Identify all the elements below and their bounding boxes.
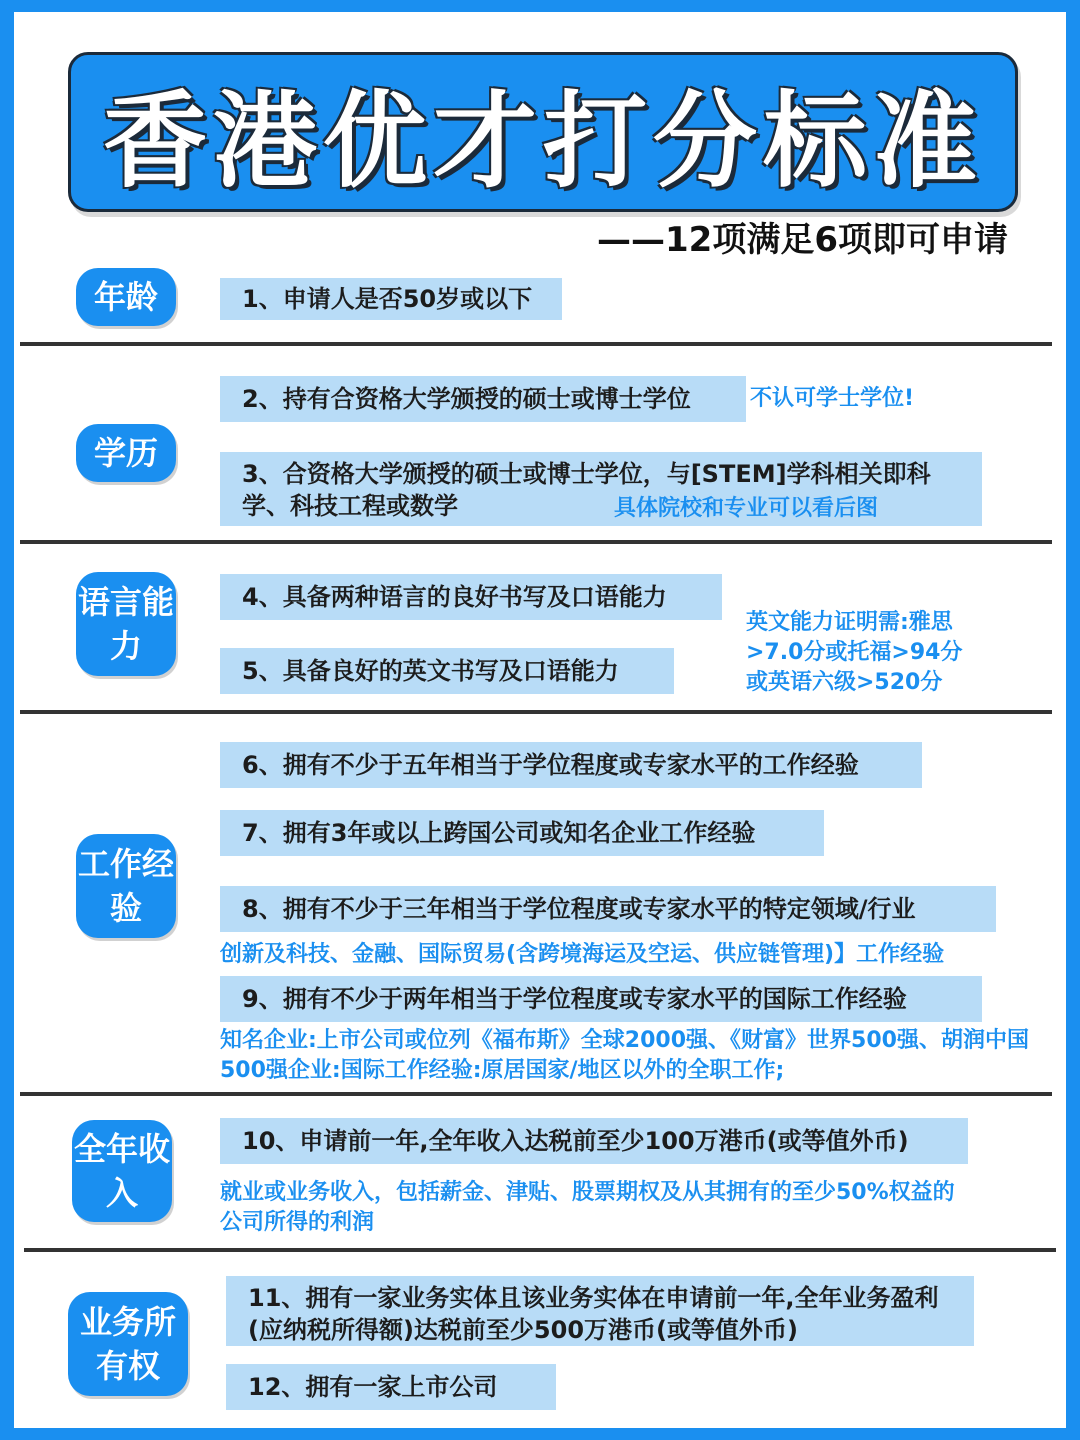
- item-12: 12、拥有一家上市公司: [226, 1364, 556, 1410]
- item-1: 1、申请人是否50岁或以下: [220, 278, 562, 320]
- divider: [20, 710, 1052, 714]
- category-work: 工作经验: [76, 834, 176, 938]
- divider: [20, 1092, 1052, 1096]
- category-ownership: 业务所有权: [68, 1292, 188, 1396]
- category-language: 语言能力: [76, 572, 176, 676]
- note-9: 知名企业:上市公司或位列《福布斯》全球2000强、《财富》世界500强、胡润中国500强企业:国际工作经验:原居国家/地区以外的全职工作;: [220, 1028, 1029, 1083]
- divider: [20, 342, 1052, 346]
- item-2: 2、持有合资格大学颁授的硕士或博士学位: [220, 376, 746, 422]
- item-9: 9、拥有不少于两年相当于学位程度或专家水平的国际工作经验: [220, 976, 982, 1022]
- item-10: 10、申请前一年,全年收入达税前至少100万港币(或等值外币): [220, 1118, 968, 1164]
- divider: [24, 1248, 1056, 1252]
- item-7: 7、拥有3年或以上跨国公司或知名企业工作经验: [220, 810, 824, 856]
- title-banner: [68, 52, 1018, 212]
- category-education: 学历: [76, 424, 176, 482]
- page-subtitle: ——12项满足6项即可申请: [597, 220, 1008, 260]
- item-6: 6、拥有不少于五年相当于学位程度或专家水平的工作经验: [220, 742, 922, 788]
- item-4: 4、具备两种语言的良好书写及口语能力: [220, 574, 722, 620]
- item-5: 5、具备良好的英文书写及口语能力: [220, 648, 674, 694]
- note-8: 创新及科技、金融、国际贸易(含跨境海运及空运、供应链管理)】工作经验: [220, 942, 945, 967]
- category-income: 全年收入: [72, 1120, 172, 1222]
- item-11: 11、拥有一家业务实体且该业务实体在申请前一年,全年业务盈利(应纳税所得额)达税前至少500万港币(或等值外币): [226, 1276, 974, 1346]
- divider: [20, 540, 1052, 544]
- page-title: 香港优才打分标准: [102, 80, 983, 202]
- note-language: 英文能力证明需:雅思>7.0分或托福>94分或英语六级>520分: [746, 610, 963, 695]
- category-age: 年龄: [76, 268, 176, 326]
- item-8: 8、拥有不少于三年相当于学位程度或专家水平的特定领域/行业: [220, 886, 996, 932]
- note-2: 不认可学士学位!: [750, 386, 915, 411]
- note-3: 具体院校和专业可以看后图: [614, 496, 879, 521]
- item-3: 3、合资格大学颁授的硕士或博士学位，与[STEM]学科相关即科学、科技工程或数学: [220, 452, 982, 526]
- note-10: 就业或业务收入，包括薪金、津贴、股票期权及从其拥有的至少50%权益的公司所得的利润: [220, 1180, 955, 1235]
